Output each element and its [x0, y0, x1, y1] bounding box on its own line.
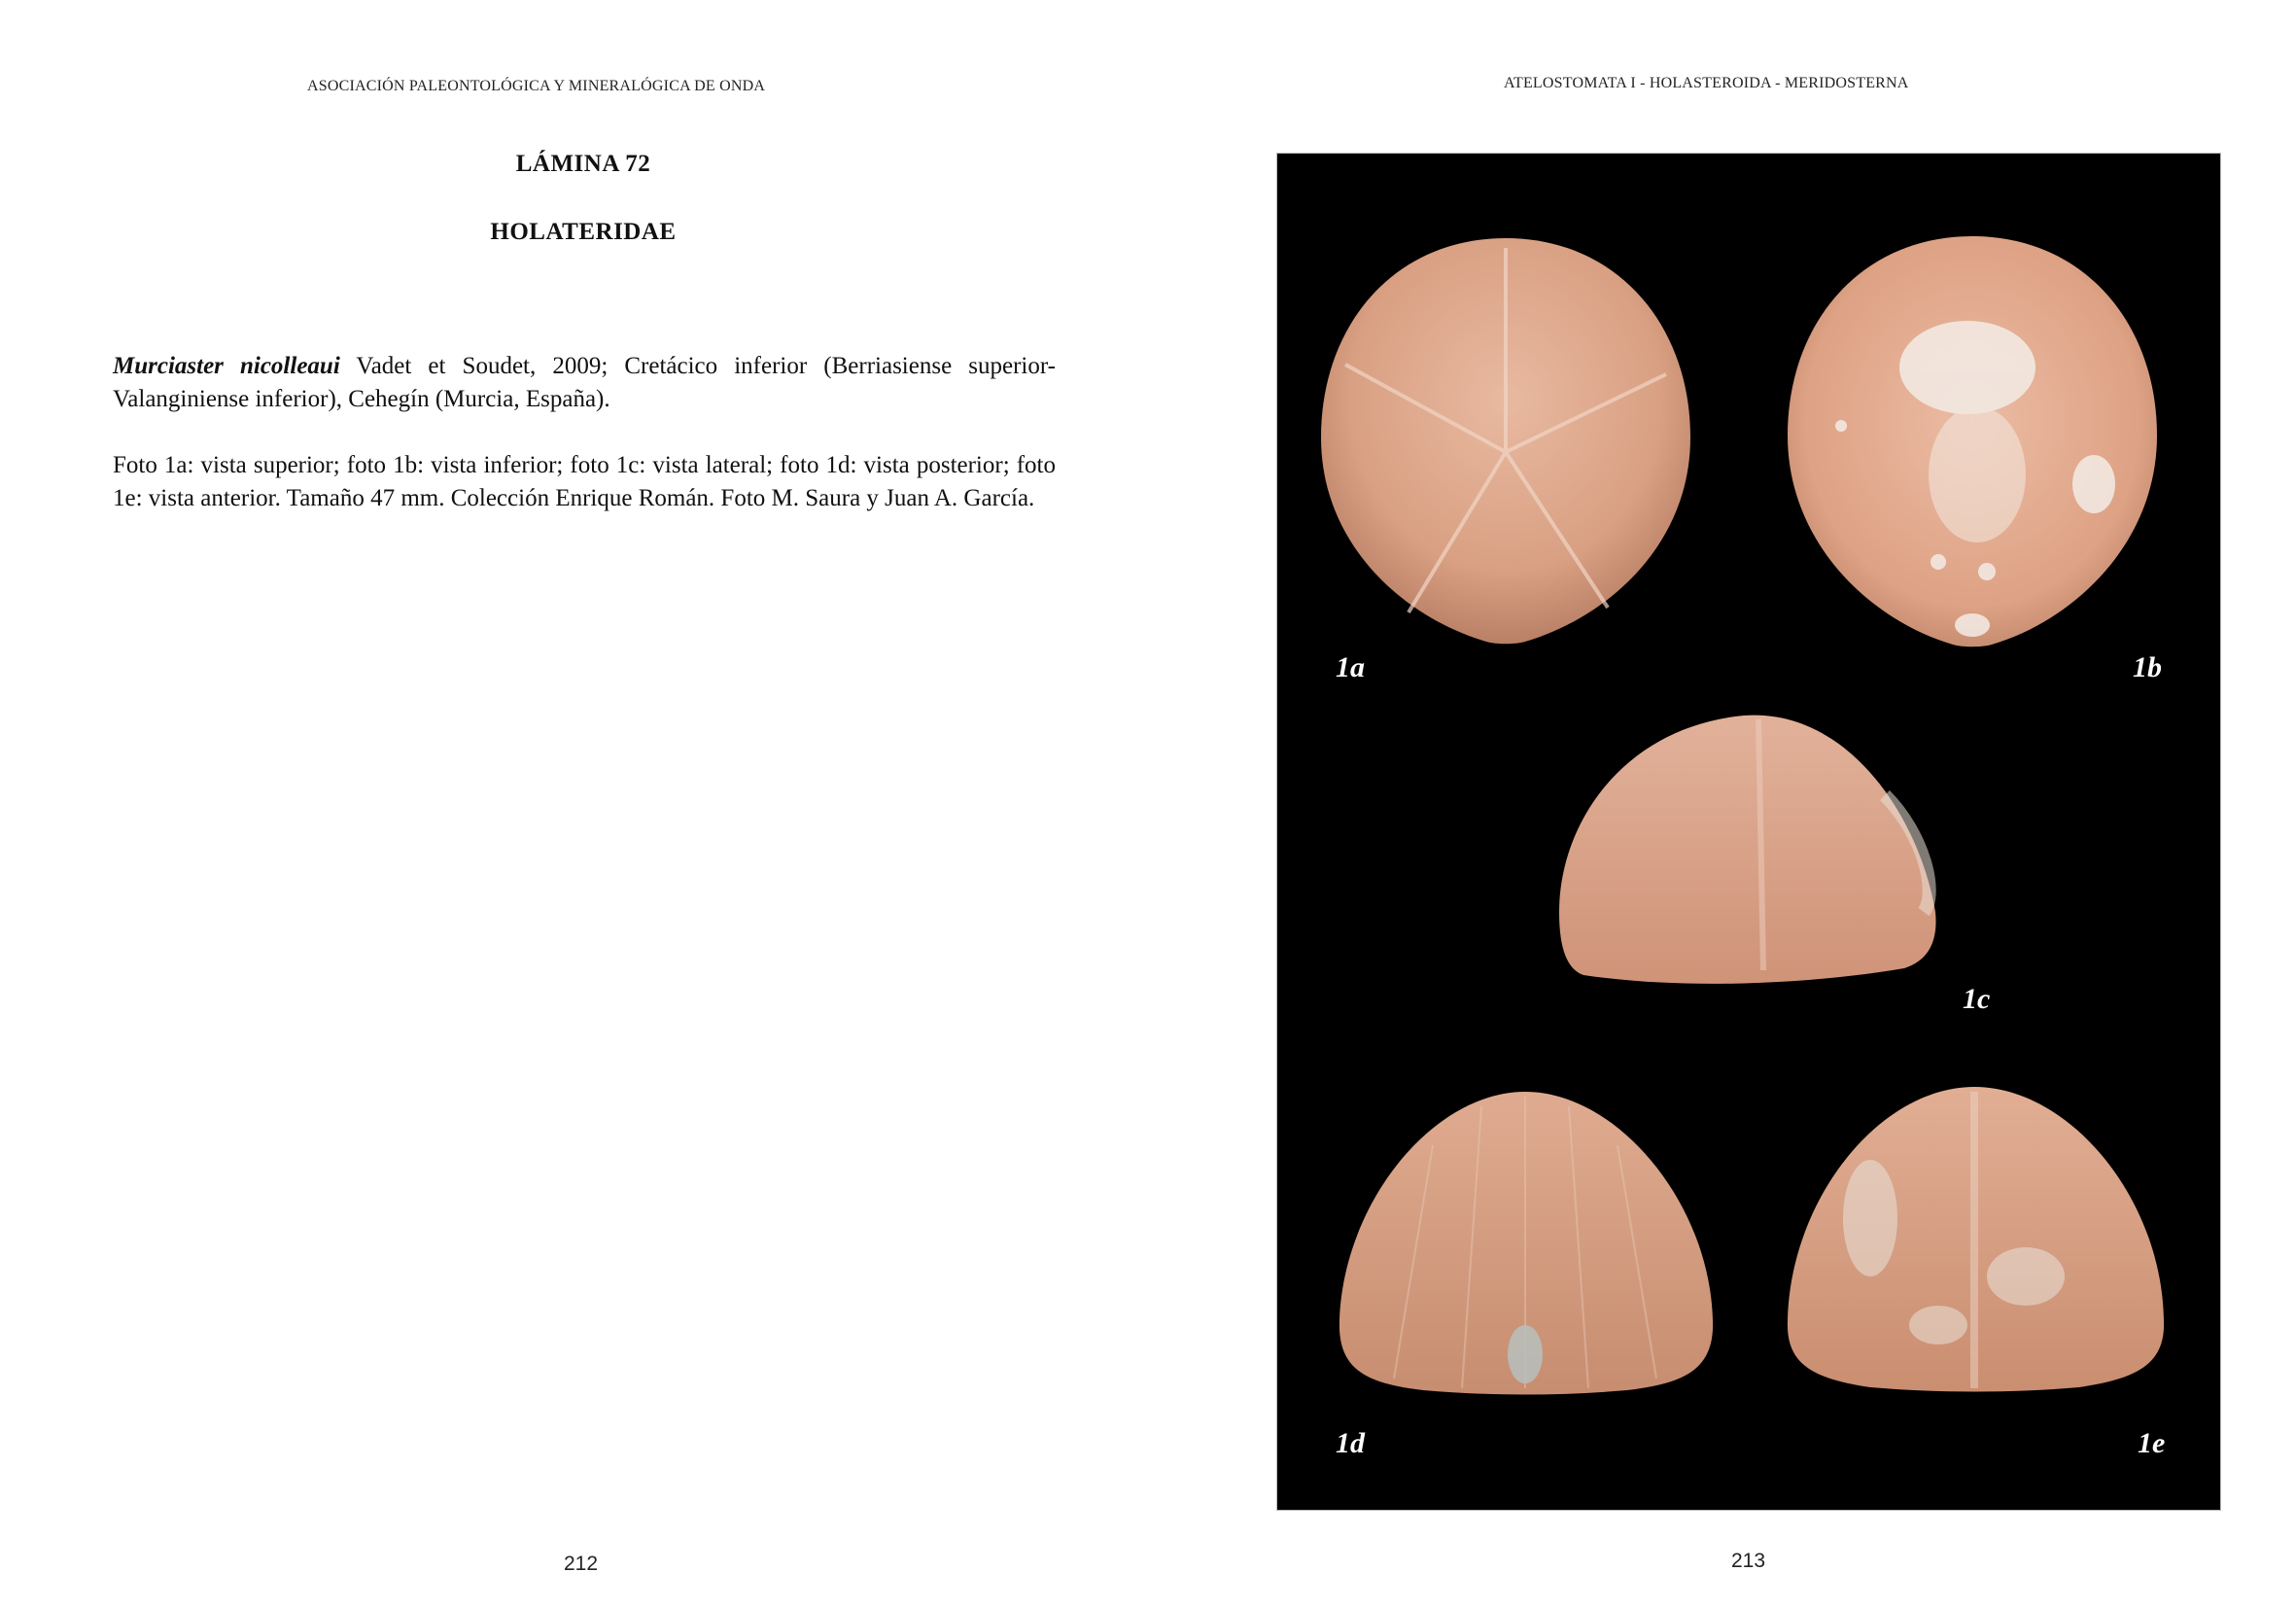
specimen-photo-1e — [1783, 1082, 2167, 1395]
specimen-photo-1d — [1336, 1087, 1715, 1398]
right-page — [1148, 0, 2296, 1607]
figure-label-1b: 1b — [2133, 651, 2162, 683]
family-title: HOLATERIDAE — [490, 219, 677, 245]
echinoid-posterior-view-icon — [1336, 1087, 1715, 1398]
page-number-left: 212 — [564, 1553, 599, 1575]
echinoid-lateral-view-icon — [1554, 708, 1938, 990]
figure-label-1d: 1d — [1336, 1427, 1365, 1459]
page-number-right: 213 — [1731, 1550, 1766, 1572]
species-name: Murciaster nicolleaui — [113, 353, 340, 379]
specimen-photo-1c — [1554, 708, 1938, 990]
echinoid-top-view-icon — [1316, 233, 1695, 646]
running-head-right: ATELOSTOMATA I - HOLASTEROIDA - MERIDOSTERNA — [1504, 75, 1909, 91]
specimen-photo-1b — [1783, 231, 2162, 649]
species-paragraph — [113, 350, 1056, 416]
figure-label-1a: 1a — [1336, 651, 1365, 683]
echinoid-bottom-view-icon — [1783, 231, 2162, 649]
figure-label-1e: 1e — [2138, 1427, 2166, 1459]
echinoid-anterior-view-icon — [1783, 1082, 2167, 1395]
species-details: Vadet et Soudet, 2009; Cretácico inferior (Berriasiense superior-Valanginiense inferior), Cehegín (Murcia, España). — [113, 353, 1056, 412]
running-head-left: ASOCIACIÓN PALEONTOLÓGICA Y MINERALÓGICA DE ONDA — [307, 78, 766, 94]
photo-caption-paragraph: Foto 1a: vista superior; foto 1b: vista inferior; foto 1c: vista lateral; foto 1d: vista posterior; foto 1e: vista anterior. Tamaño 47 mm. Colección Enrique Román. Foto M. Saura y Juan A. García. — [113, 452, 1056, 511]
plate-title: LÁMINA 72 — [515, 151, 651, 177]
figure-label-1c: 1c — [1963, 983, 1991, 1015]
specimen-photo-1a — [1316, 233, 1695, 646]
plate-photo-frame — [1277, 154, 2220, 1510]
